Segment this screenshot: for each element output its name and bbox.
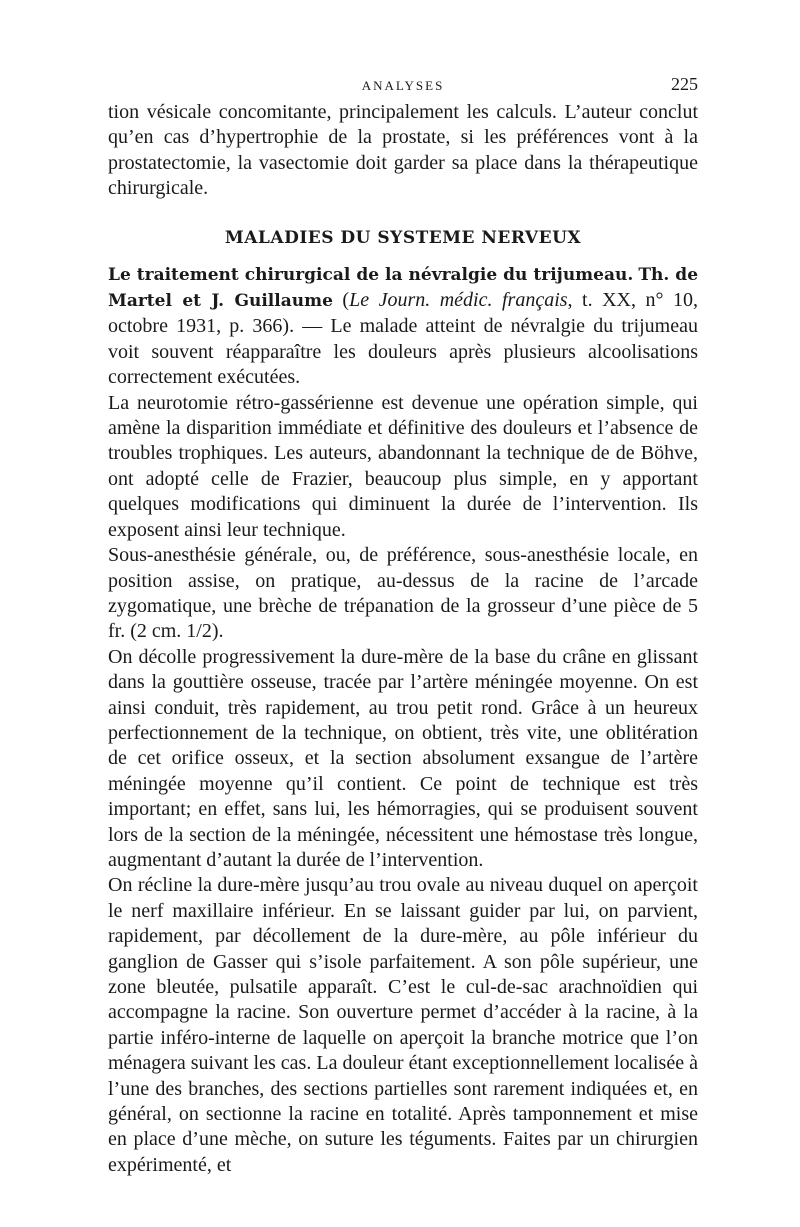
body-paragraph: Sous-anesthésie générale, ou, de préférence, sous-anesthésie locale, en position assise, on pratique, au-dessus de la racine de l’arcade zygomatique, une brèche de trépanation de la grosseur d’une pièce de 5 fr. (2 cm. 1/2).	[108, 544, 698, 643]
section-title: MALADIES DU SYSTEME NERVEUX	[224, 227, 582, 248]
body-paragraph: On récline la dure-mère jusqu’au trou ovale au niveau duquel on aperçoit le nerf maxillaire inférieur. En se laissant guider par lui, on parvient, rapidement, par décollement de la dure-mère, au pôle inférieur du ganglion de Gasser qui s’isole parfaitement. A son pôle supérieur, une zone bleutée, pulsatile apparaît. C’est le cul-de-sac arachnoïdien qui accompagne la racine. Son ouverture permet d’accéder à la racine, à la partie inféro-interne de laquelle on aperçoit la branche motrice que l’on ménagera suivant les cas. La douleur étant exceptionnellement localisée à l’une des branches, des sections partielles sont rarement indiquées et, en général, on sectionne la racine en totalité. Après tamponnement et mise en place d’une mèche, on suture les téguments. Faites par un chirurgien expérimenté, et	[108, 874, 698, 1176]
running-title: ANALYSES	[361, 78, 445, 93]
article-lead-paragraph	[108, 262, 698, 391]
journal-name: Le Journ. médic. français	[349, 289, 568, 312]
reference-open: (	[332, 289, 350, 312]
running-header	[108, 72, 698, 100]
article-title: Le traitement chirurgical de la névralgie du trijumeau.	[108, 264, 634, 285]
page-number: 225	[671, 74, 698, 94]
document-page	[108, 72, 698, 1178]
intro-paragraph: tion vésicale concomitante, principalement les calculs. L’auteur conclut qu’en cas d’hypertrophie de la prostate, si les préférences vont à la prostatectomie, la vasectomie doit garder sa place dans la thérapeutique chirurgicale.	[108, 101, 698, 200]
article-authors: Th. de Martel et J. Guillaume	[108, 264, 699, 312]
body-paragraph: La neurotomie rétro-gassérienne est devenue une opération simple, qui amène la disparition immédiate et définitive des douleurs et l’absence de troubles trophiques. Les auteurs, abandonnant la technique de de Böhve, ont adopté celle de Frazier, beaucoup plus simple, en y apportant quelques modifications qui diminuent la durée de l’intervention. Ils exposent ainsi leur technique.	[108, 391, 698, 541]
reference-rest: , t. XX, n° 10, octobre 1931, p. 366). — Le malade atteint de névralgie du trijumeau voit souvent réapparaître les douleurs après plusieurs alcoolisations correctement exécutées.	[108, 289, 698, 389]
body-paragraph: On décolle progressivement la dure-mère de la base du crâne en glissant dans la gouttière osseuse, tracée par l’artère méningée moyenne. On est ainsi conduit, très rapidement, au trou petit rond. Grâce à un heureux perfectionnement de la technique, on obtient, très vite, une oblitération de cet orifice osseux, et la section absolument exsangue de l’artère méningée moyenne qu’il contient. Ce point de technique est très important; en effet, sans lui, les hémorragies, qui se produisent souvent lors de la section de la méningée, nécessitent une hémostase très longue, augmentant d’autant la durée de l’intervention.	[108, 645, 698, 871]
